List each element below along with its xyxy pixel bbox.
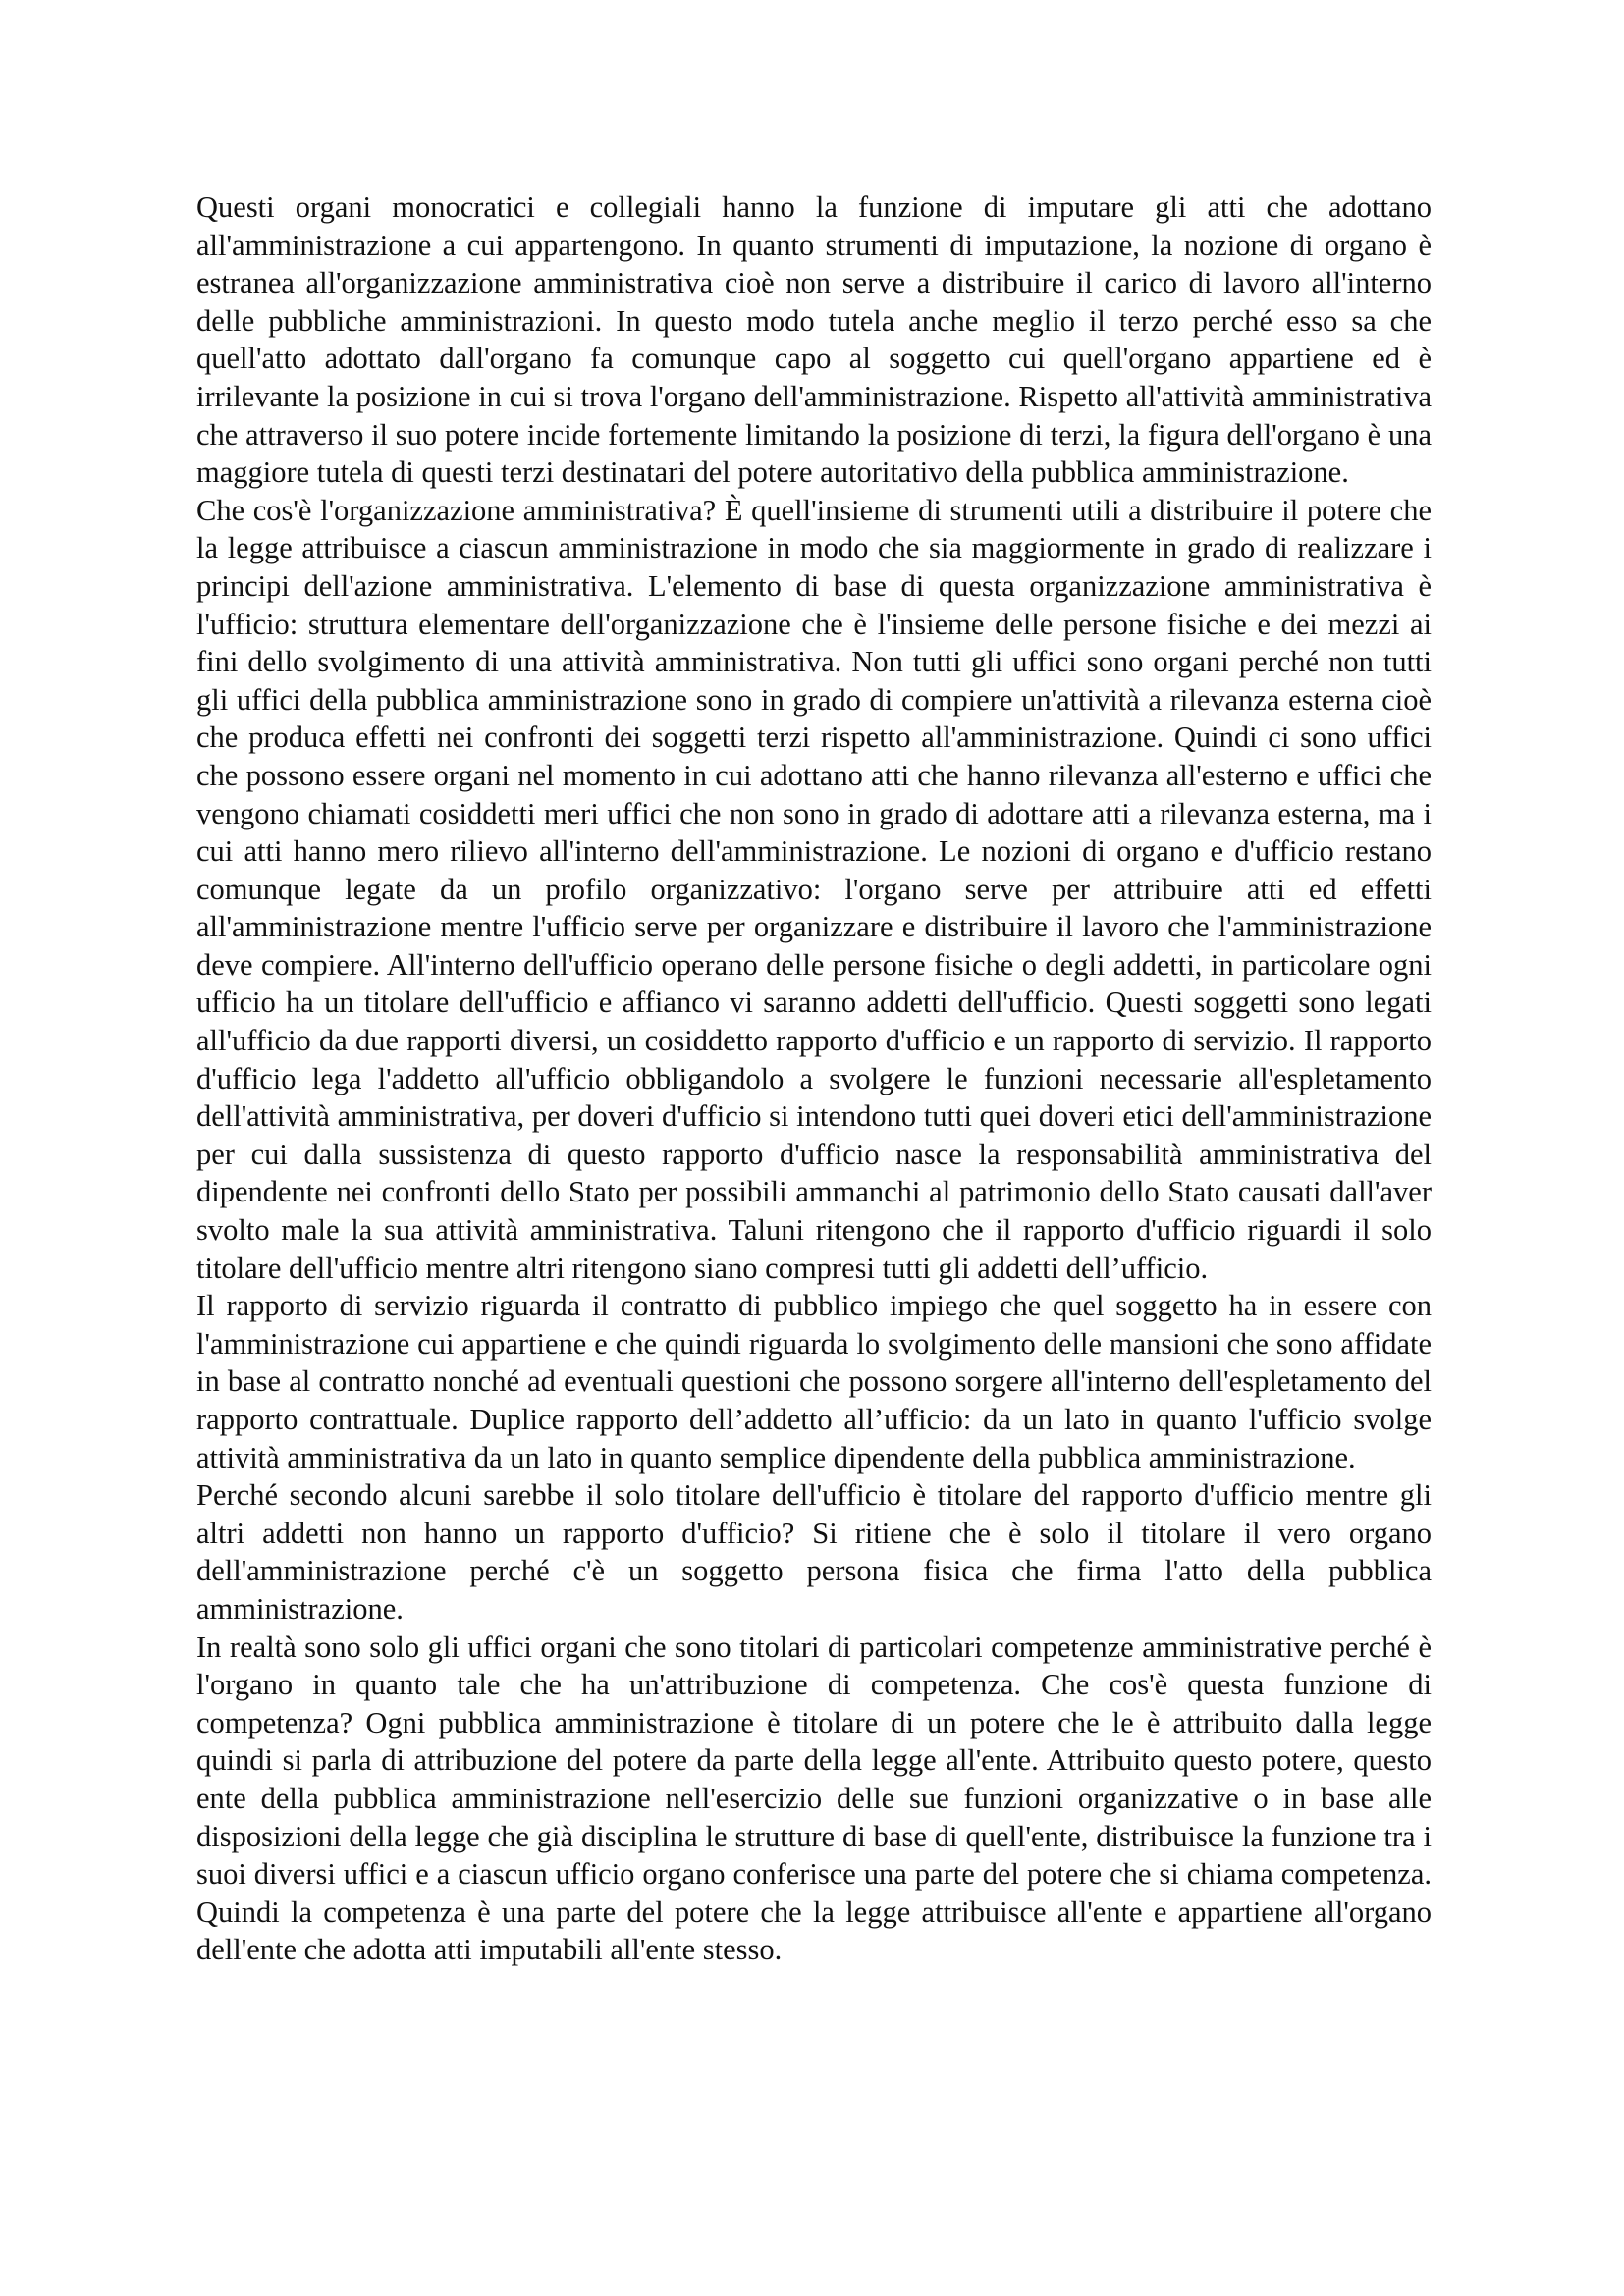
- paragraph-organizzazione: Che cos'è l'organizzazione amministrativa? È quell'insieme di strumenti utili a distribuire il potere che la legge attribuisce a ciascun amministrazione in modo che sia maggiormente in grado di realizzare i principi dell'azione amministrativa. L'elemento di base di questa organizzazione amministrativa è l'ufficio: struttura elementare dell'organizzazione che è l'insieme delle persone fisiche e dei mezzi ai fini dello svolgimento di una attività amministrativa. Non tutti gli uffici sono organi perché non tutti gli uffici della pubblica amministrazione sono in grado di compiere un'attività a rilevanza esterna cioè che produca effetti nei confronti dei soggetti terzi rispetto all'amministrazione. Quindi ci sono uffici che possono essere organi nel momento in cui adottano atti che hanno rilevanza all'esterno e uffici che vengono chiamati cosiddetti meri uffici che non sono in grado di adottare atti a rilevanza esterna, ma i cui atti hanno mero rilievo all'interno dell'amministrazione. Le nozioni di organo e d'ufficio restano comunque legate da un profilo organizzativo: l'organo serve per attribuire atti ed effetti all'amministrazione mentre l'ufficio serve per organizzare e distribuire il lavoro che l'amministrazione deve compiere. All'interno dell'ufficio operano delle persone fisiche o degli addetti, in particolare ogni ufficio ha un titolare dell'ufficio e affianco vi saranno addetti dell'ufficio. Questi soggetti sono legati all'ufficio da due rapporti diversi, un cosiddetto rapporto d'ufficio e un rapporto di servizio. Il rapporto d'ufficio lega l'addetto all'ufficio obbligandolo a svolgere le funzioni necessarie all'espletamento dell'attività amministrativa, per doveri d'ufficio si intendono tutti quei doveri etici dell'amministrazione per cui dalla sussistenza di questo rapporto d'ufficio nasce la responsabilità amministrativa del dipendente nei confronti dello Stato per possibili ammanchi al patrimonio dello Stato causati dall'aver svolto male la sua attività amministrativa. Taluni ritengono che il rapporto d'ufficio riguardi il solo titolare dell'ufficio mentre altri ritengono siano compresi tutti gli addetti dell’ufficio.: [196, 493, 1432, 1285]
- document-page: [196, 188, 1432, 1969]
- paragraph-organi: Questi organi monocratici e collegiali hanno la funzione di imputare gli atti che adottano all'amministrazione a cui appartengono. In quanto strumenti di imputazione, la nozione di organo è estranea all'organizzazione amministrativa cioè non serve a distribuire il carico di lavoro all'interno delle pubbliche amministrazioni. In questo modo tutela anche meglio il terzo perché esso sa che quell'atto adottato dall'organo fa comunque capo al soggetto cui quell'organo appartiene ed è irrilevante la posizione in cui si trova l'organo dell'amministrazione. Rispetto all'attività amministrativa che attraverso il suo potere incide fortemente limitando la posizione di terzi, la figura dell'organo è una maggiore tutela di questi terzi destinatari del potere autoritativo della pubblica amministrazione.: [196, 190, 1432, 490]
- paragraph-competenza: In realtà sono solo gli uffici organi che sono titolari di particolari competenze amministrative perché è l'organo in quanto tale che ha un'attribuzione di competenza. Che cos'è questa funzione di competenza? Ogni pubblica amministrazione è titolare di un potere che le è attribuito dalla legge quindi si parla di attribuzione del potere da parte della legge all'ente. Attribuito questo potere, questo ente della pubblica amministrazione nell'esercizio delle sue funzioni organizzative o in base alle disposizioni della legge che già disciplina le strutture di base di quell'ente, distribuisce la funzione tra i suoi diversi uffici e a ciascun ufficio organo conferisce una parte del potere che si chiama competenza. Quindi la competenza è una parte del potere che la legge attribuisce all'ente e appartiene all'organo dell'ente che adotta atti imputabili all'ente stesso.: [196, 1629, 1432, 1967]
- paragraph-rapporto-servizio: Il rapporto di servizio riguarda il contratto di pubblico impiego che quel soggetto ha in essere con l'amministrazione cui appartiene e che quindi riguarda lo svolgimento delle mansioni che sono affidate in base al contratto nonché ad eventuali questioni che possono sorgere all'interno dell'espletamento del rapporto contrattuale. Duplice rapporto dell’addetto all’ufficio: da un lato in quanto l'ufficio svolge attività amministrativa da un lato in quanto semplice dipendente della pubblica amministrazione.: [196, 1289, 1432, 1474]
- paragraph-titolare: Perché secondo alcuni sarebbe il solo titolare dell'ufficio è titolare del rapporto d'ufficio mentre gli altri addetti non hanno un rapporto d'ufficio? Si ritiene che è solo il titolare il vero organo dell'amministrazione perché c'è un soggetto persona fisica che firma l'atto della pubblica amministrazione.: [196, 1478, 1432, 1626]
